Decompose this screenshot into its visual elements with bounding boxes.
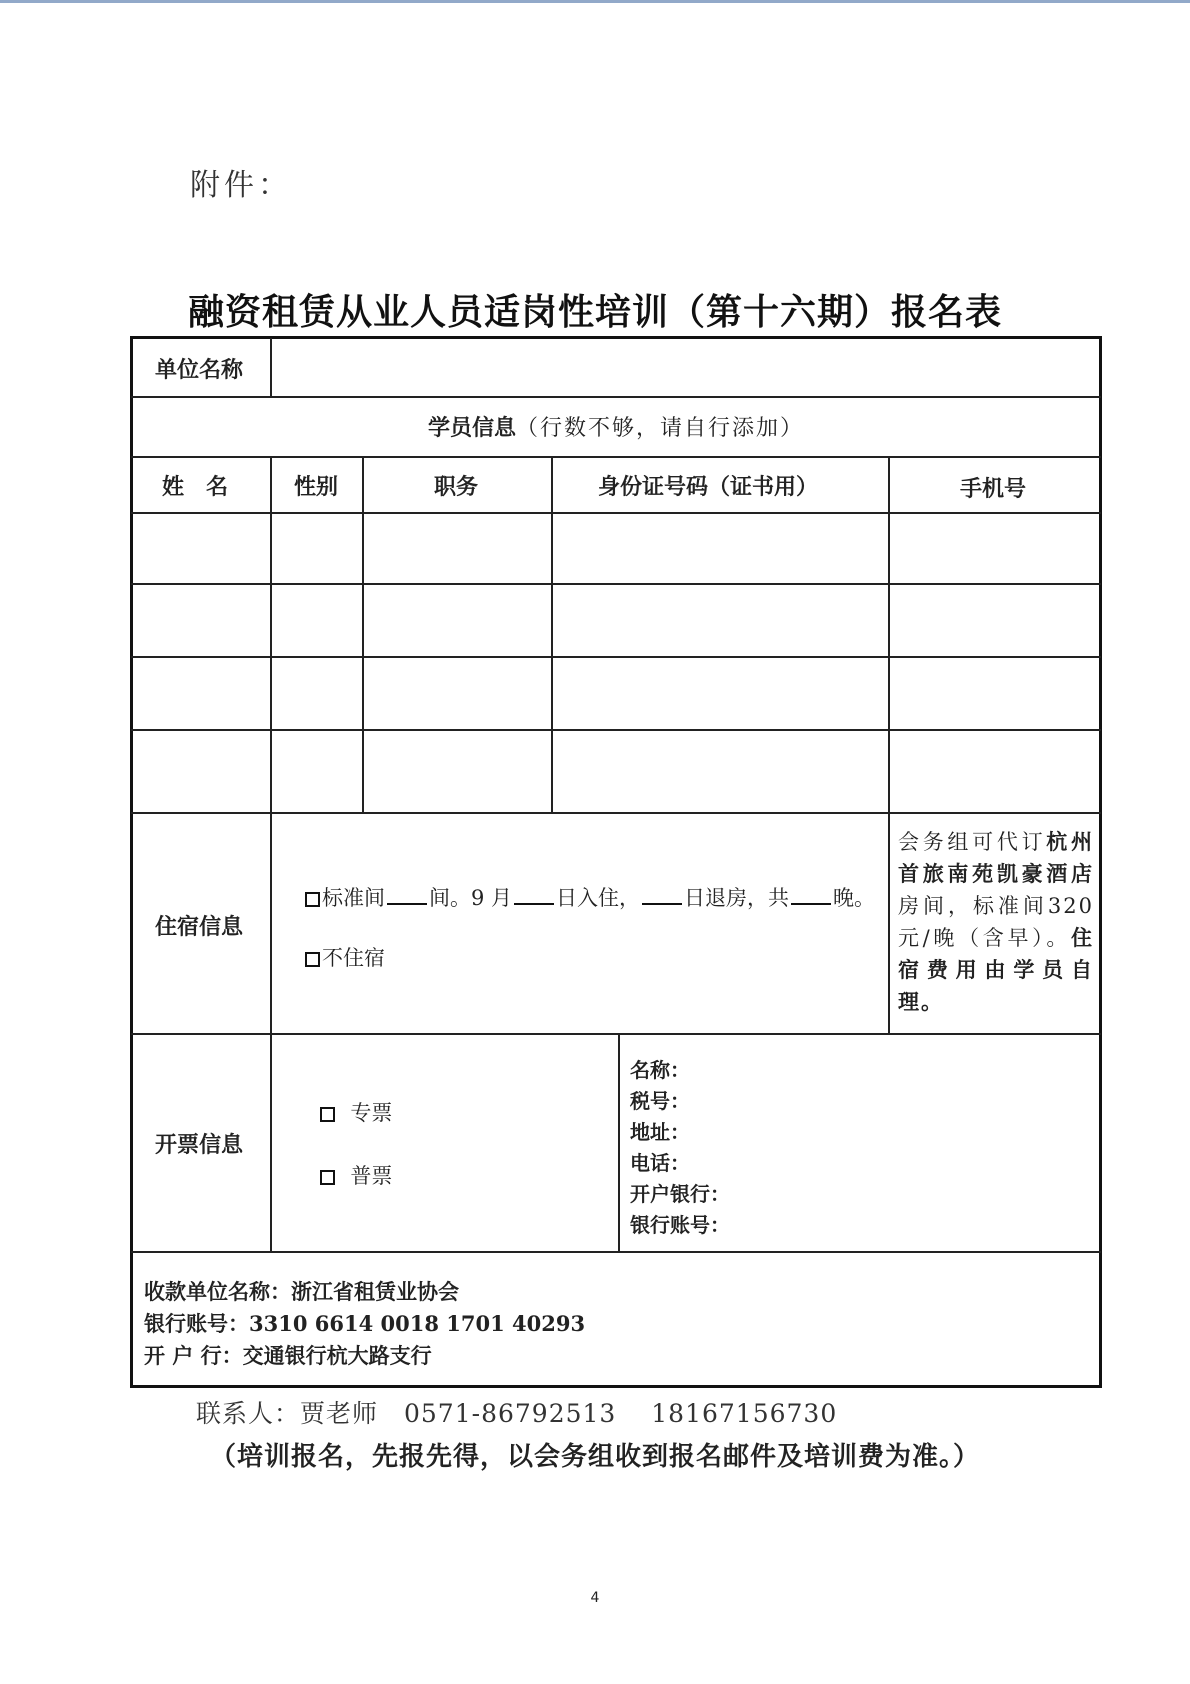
row-divider [131,729,1101,731]
row-divider [131,812,1101,814]
attachment-label: 附件： [190,168,292,203]
col-header-name: 姓 名 [162,474,229,500]
col-divider [618,1033,620,1251]
lodging-standard-room-line [305,882,875,912]
student-row-3[interactable] [134,659,1098,727]
payee-account: 银行账号：3310 6614 0018 1701 40293 [144,1311,586,1336]
lodging-note [898,826,1094,1018]
invoice-field-account: 银行账号： [630,1213,730,1237]
row-divider [131,656,1101,658]
row-divider [131,456,1101,458]
scan-edge-line [0,0,1190,3]
student-info-heading: 学员信息 [427,415,516,441]
invoice-field-bank: 开户银行： [630,1182,730,1206]
checkin-day-blank[interactable] [514,885,554,905]
row-divider [131,1251,1101,1253]
lodging-text: 晚。 [833,886,876,910]
unit-name-field[interactable] [274,340,1098,394]
student-row-2[interactable] [134,586,1098,654]
col-divider [270,338,272,396]
rooms-blank[interactable] [387,885,427,905]
row-divider [131,1033,1101,1035]
invoice-option-text: 普票 [350,1164,393,1188]
lodging-text: 间。9 月 [429,886,513,910]
registration-footnote: （培训报名，先报先得，以会务组收到报名邮件及培训费为准。） [209,1442,980,1472]
invoice-label: 开票信息 [155,1132,244,1158]
row-divider [131,396,1101,398]
standard-room-checkbox[interactable] [305,892,320,907]
col-header-gender: 性别 [294,474,339,500]
normal-invoice-checkbox[interactable] [320,1170,335,1185]
lodging-note-text: 房间，标准间320 元/晚（含早）。 [898,894,1094,950]
lodging-text: 日退房，共 [684,886,790,910]
student-row-4[interactable] [134,732,1098,810]
row-divider [131,512,1101,514]
invoice-field-phone: 电话： [630,1151,690,1175]
hotel-name: 杭州首旅南苑凯豪酒店 [898,829,1095,886]
nights-blank[interactable] [791,885,831,905]
page-number: 4 [590,1590,600,1606]
checkout-day-blank[interactable] [642,885,682,905]
col-header-position: 职务 [434,474,479,500]
no-lodging-text: 不住宿 [322,946,385,970]
col-header-phone: 手机号 [960,476,1027,502]
payee-bank: 开 户 行：交通银行杭大路支行 [144,1343,432,1368]
student-info-header [0,411,1190,442]
no-lodging-option [305,942,385,972]
invoice-option-text: 专票 [350,1101,393,1125]
special-invoice-checkbox[interactable] [320,1107,335,1122]
col-header-id-number: 身份证号码（证书用） [598,474,819,500]
payee-name: 收款单位名称：浙江省租赁业协会 [144,1279,459,1304]
invoice-field-address: 地址： [630,1120,690,1144]
lodging-note-text: 会务组可代订 [898,830,1047,854]
lodging-text: 标准间 [322,886,385,910]
lodging-text: 日入住， [556,886,641,910]
lodging-label: 住宿信息 [155,914,244,940]
invoice-option-special [320,1097,392,1127]
student-row-1[interactable] [134,515,1098,581]
lodging-cost-note: 住宿费用由学员自理。 [898,925,1094,1014]
invoice-field-tax-id: 税号： [630,1089,690,1113]
contact-line: 联系人：贾老师 0571-86792513 18167156730 [196,1399,838,1428]
student-info-note: （行数不够，请自行添加） [516,416,805,441]
no-lodging-checkbox[interactable] [305,952,320,967]
invoice-option-normal [320,1160,392,1190]
form-title: 融资租赁从业人员适岗性培训（第十六期）报名表 [187,291,1002,333]
invoice-field-name: 名称： [630,1058,690,1082]
unit-name-label: 单位名称 [155,357,244,383]
row-divider [131,583,1101,585]
